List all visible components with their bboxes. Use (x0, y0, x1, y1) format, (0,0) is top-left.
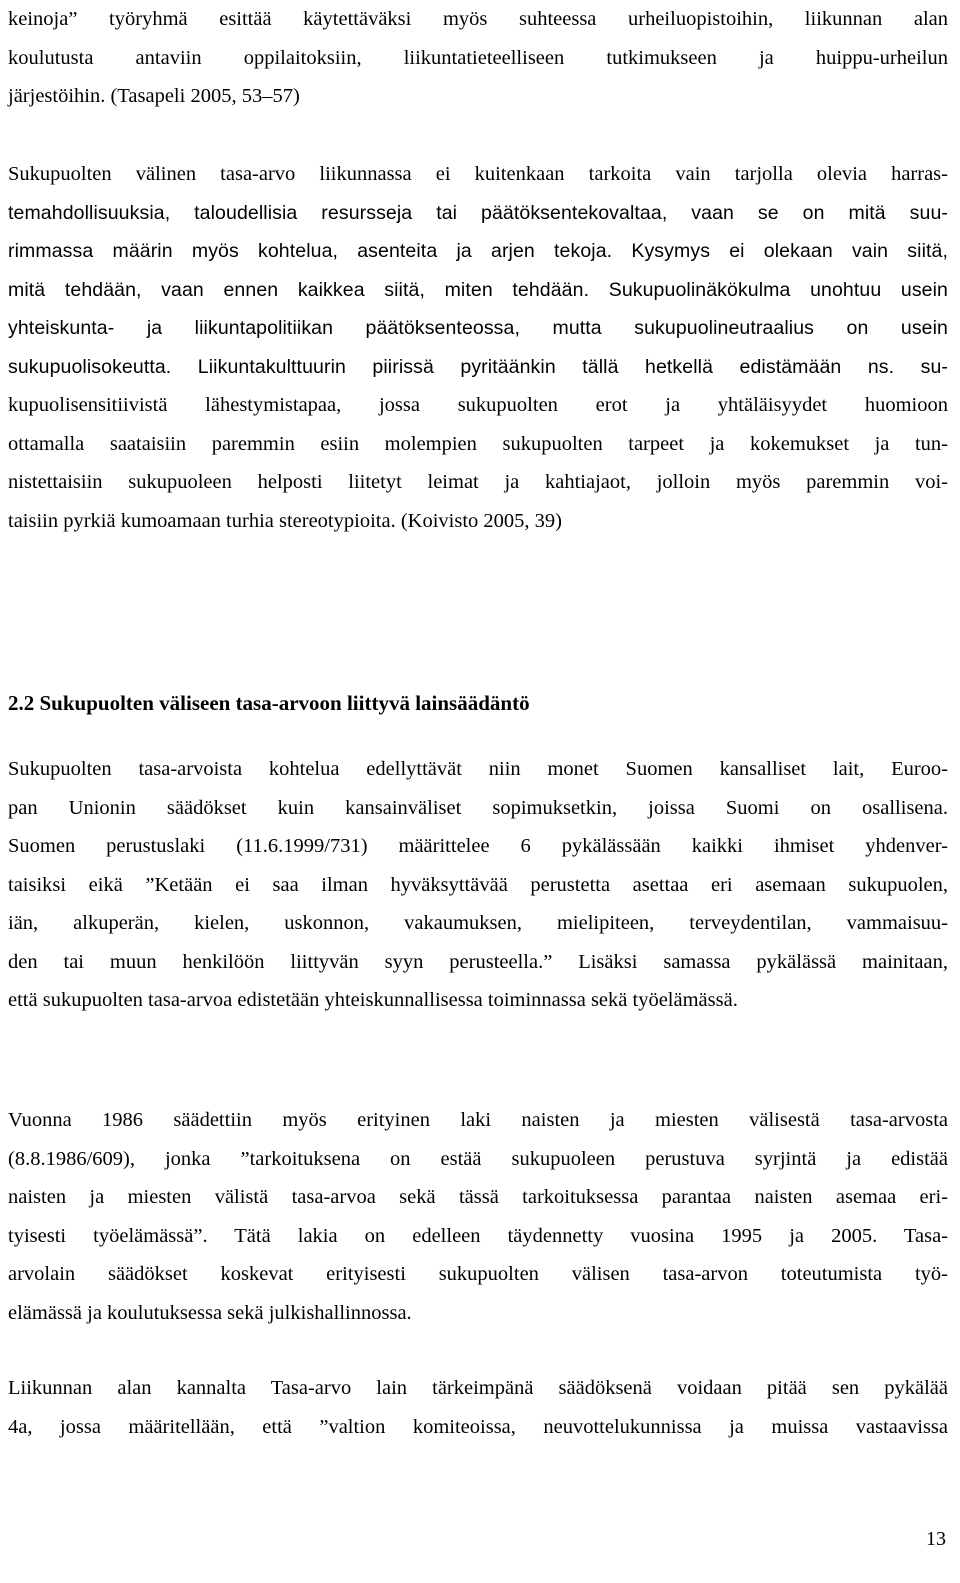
text-line: koulutusta antaviin oppilaitoksiin, liikuntatieteelliseen tutkimukseen ja huippu-urheilun (8, 46, 948, 69)
text-line: yhteiskunta- ja liikuntapolitiikan päätöksenteossa, mutta sukupuolineutraalius on usein (8, 317, 948, 339)
text-line: elämässä ja koulutuksessa sekä julkishallinnossa. (8, 1301, 412, 1324)
paragraph-gender-equality (8, 155, 948, 540)
text-line: kupuolisensitiivistä lähestymistapaa, jossa sukupuolten erot ja yhtäläisyydet huomioon (8, 394, 948, 416)
text-line: ottamalla saataisiin paremmin esiin molempien sukupuolten tarpeet ja kokemukset ja tun- (8, 432, 948, 455)
text-line: Vuonna 1986 säädettiin myös erityinen laki naisten ja miesten välisestä tasa-arvosta (8, 1109, 948, 1131)
section-heading: 2.2 Sukupuolten väliseen tasa-arvoon liittyvä lainsäädäntö (8, 691, 530, 715)
text-line: rimmassa määrin myös kohtelua, asenteita ja arjen tekoja. Kysymys ei olekaan vain siitä, (8, 240, 948, 262)
paragraph-legislation (8, 750, 948, 1020)
text-line: temahdollisuuksia, taloudellisia resursseja tai päätöksentekovaltaa, vaan se on mitä suu- (8, 201, 948, 224)
text-line: nistettaisiin sukupuoleen helposti liitetyt leimat ja kahtiajaot, jolloin myös paremmin voi- (8, 471, 948, 493)
text-line: keinoja” työryhmä esittää käytettäväksi myös suhteessa urheiluopistoihin, liikunnan alan (8, 8, 948, 30)
text-line: Sukupuolten välinen tasa-arvo liikunnassa ei kuitenkaan tarkoita vain tarjolla olevia harras- (8, 163, 948, 185)
text-line: Sukupuolten tasa-arvoista kohtelua edellyttävät niin monet Suomen kansalliset lait, Euroo- (8, 758, 948, 780)
text-line: naisten ja miesten välistä tasa-arvoa sekä tässä tarkoituksessa parantaa naisten asemaa eri- (8, 1186, 948, 1208)
page-number: 13 (926, 1528, 946, 1550)
text-line: arvolain säädökset koskevat erityisesti sukupuolten välisen tasa-arvon toteutumista työ- (8, 1263, 948, 1285)
paragraph-sports-section (8, 1369, 948, 1446)
text-line: että sukupuolten tasa-arvoa edistetään yhteiskunnallisessa toiminnassa sekä työelämässä. (8, 989, 738, 1011)
text-line: den tai muun henkilöön liittyvän syyn perusteella.” Lisäksi samassa pykälässä mainitaan, (8, 950, 948, 973)
paragraph-equality-act (8, 1101, 948, 1332)
text-line: tyisesti työelämässä”. Tätä lakia on edelleen täydennetty vuosina 1995 ja 2005. Tasa- (8, 1224, 948, 1247)
text-line: sukupuolisokeutta. Liikuntakulttuurin piirissä pyritäänkin tällä hetkellä edistämään ns. su- (8, 355, 948, 378)
text-line: taisiin pyrkiä kumoamaan turhia stereotypioita. (Koivisto 2005, 39) (8, 509, 562, 532)
text-line: (8.8.1986/609), jonka ”tarkoituksena on estää sukupuoleen perustuva syrjintä ja edistää (8, 1147, 948, 1170)
text-line: mitä tehdään, vaan ennen kaikkea siitä, miten tehdään. Sukupuolinäkökulma unohtuu usein (8, 278, 948, 301)
paragraph-intro-continuation (8, 0, 948, 116)
text-line: taisiksi eikä ”Ketään ei saa ilman hyväksyttävää perustetta asettaa eri asemaan sukupuolen, (8, 873, 948, 896)
text-line: 4a, jossa määritellään, että ”valtion komiteoissa, neuvottelukunnissa ja muissa vastaavissa (8, 1415, 948, 1438)
text-line: pan Unionin säädökset kuin kansainväliset sopimuksetkin, joissa Suomi on osallisena. (8, 796, 948, 819)
text-line: Liikunnan alan kannalta Tasa-arvo lain tärkeimpänä säädöksenä voidaan pitää sen pykälää (8, 1377, 948, 1399)
text-line: iän, alkuperän, kielen, uskonnon, vakaumuksen, mielipiteen, terveydentilan, vammaisuu- (8, 912, 948, 934)
text-line: järjestöihin. (Tasapeli 2005, 53–57) (8, 85, 300, 107)
text-line: Suomen perustuslaki (11.6.1999/731) määrittelee 6 pykälässään kaikki ihmiset yhdenver- (8, 835, 948, 857)
